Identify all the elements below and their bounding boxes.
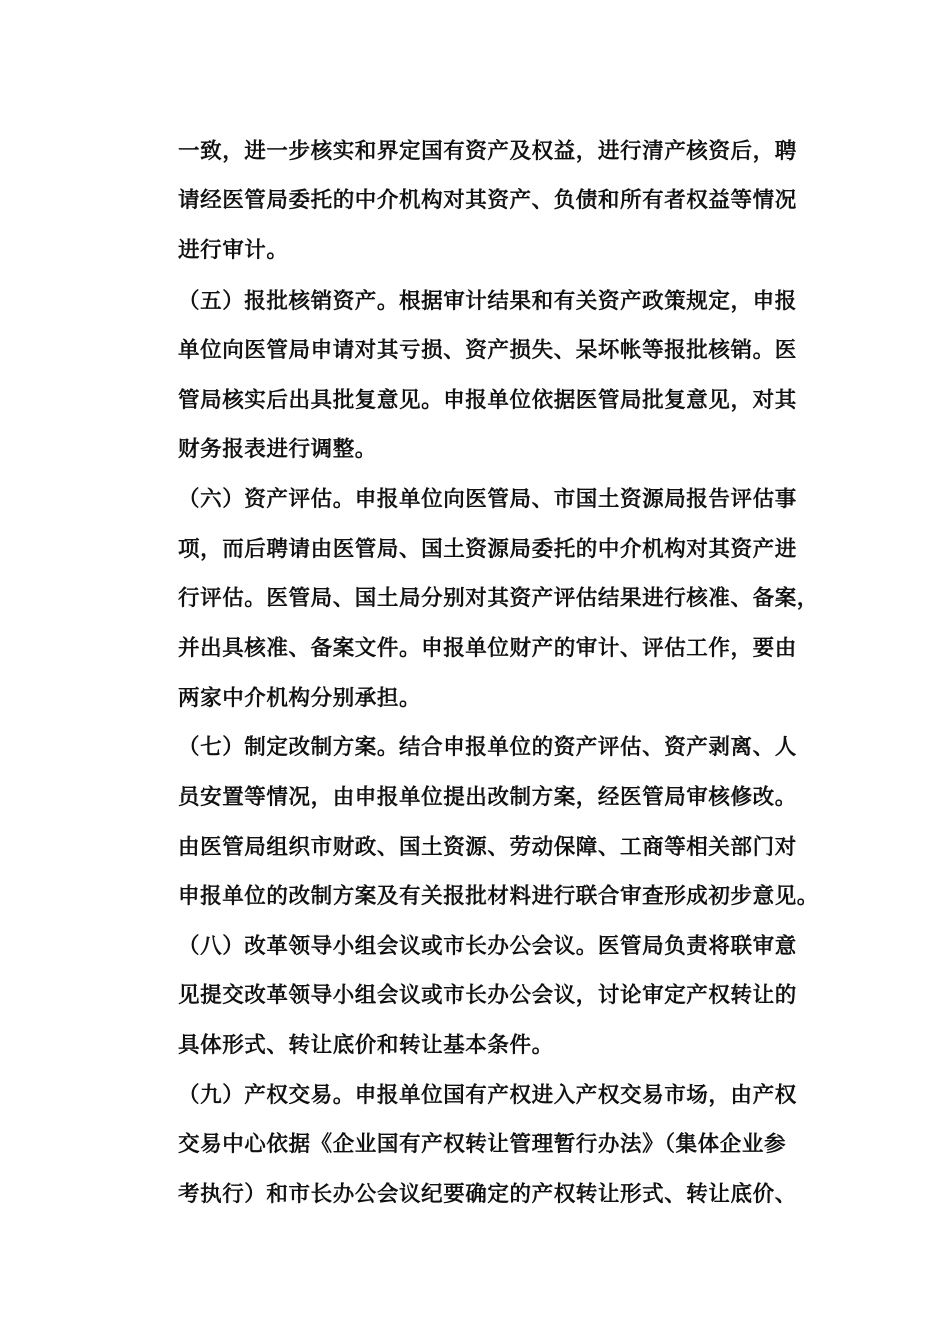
section-heading-line: （九）产权交易。申报单位国有产权进入产权交易市场，由产权 xyxy=(178,1083,797,1108)
text-line: 项，而后聘请由医管局、国土资源局委托的中介机构对其资产进 xyxy=(178,537,797,562)
section-heading-line: （七）制定改制方案。结合申报单位的资产评估、资产剥离、人 xyxy=(178,735,797,760)
text-line: 管局核实后出具批复意见。申报单位依据医管局批复意见，对其 xyxy=(178,388,797,413)
text-line: 一致，进一步核实和界定国有资产及权益，进行清产核资后，聘 xyxy=(178,139,797,164)
text-line: 财务报表进行调整。 xyxy=(178,437,377,462)
text-line: 员安置等情况，由申报单位提出改制方案，经医管局审核修改。 xyxy=(178,785,797,810)
text-line: 由医管局组织市财政、国土资源、劳动保障、工商等相关部门对 xyxy=(178,835,797,860)
section-heading-line: （六）资产评估。申报单位向医管局、市国土资源局报告评估事 xyxy=(178,487,797,512)
text-line: 申报单位的改制方案及有关报批材料进行联合审查形成初步意见。 xyxy=(178,884,819,909)
section-heading-line: （八）改革领导小组会议或市长办公会议。医管局负责将联审意 xyxy=(178,934,797,959)
text-line: 考执行）和市长办公会议纪要确定的产权转让形式、转让底价、 xyxy=(178,1182,797,1207)
section-heading-line: （五）报批核销资产。根据审计结果和有关资产政策规定，申报 xyxy=(178,289,797,314)
text-line: 请经医管局委托的中介机构对其资产、负债和所有者权益等情况 xyxy=(178,188,797,213)
text-line: 行评估。医管局、国土局分别对其资产评估结果进行核准、备案， xyxy=(178,586,819,611)
text-line: 见提交改革领导小组会议或市长办公会议，讨论审定产权转让的 xyxy=(178,983,797,1008)
text-line: 进行审计。 xyxy=(178,238,289,263)
text-line: 具体形式、转让底价和转让基本条件。 xyxy=(178,1033,554,1058)
text-line: 并出具核准、备案文件。申报单位财产的审计、评估工作，要由 xyxy=(178,636,797,661)
text-line: 两家中介机构分别承担。 xyxy=(178,686,422,711)
text-line: 单位向医管局申请对其亏损、资产损失、呆坏帐等报批核销。医 xyxy=(178,338,797,363)
text-line: 交易中心依据《企业国有产权转让管理暂行办法》（集体企业参 xyxy=(178,1132,787,1157)
